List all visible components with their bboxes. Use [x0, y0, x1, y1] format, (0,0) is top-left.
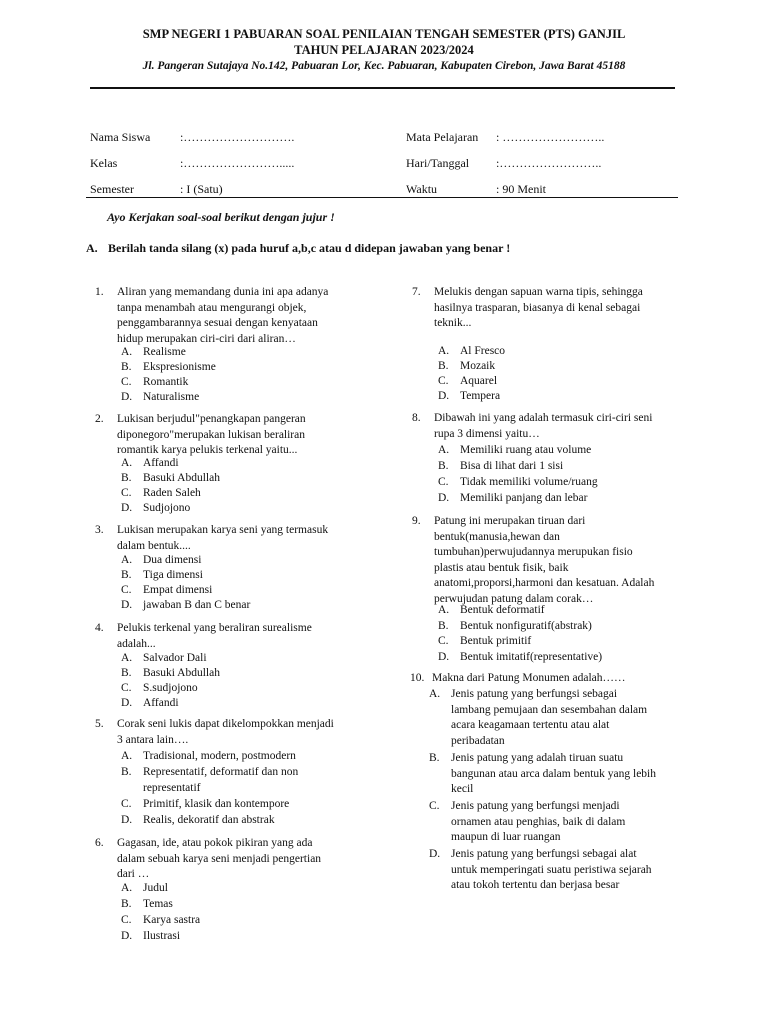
- option-b[interactable]: B. Bentuk nonfiguratif(abstrak): [438, 619, 592, 632]
- option-d[interactable]: D. Sudjojono: [121, 502, 191, 514]
- question-line: Lukisan berjudul"penangkapan pangeran: [117, 413, 306, 425]
- question-line: dalam sebuah karya seni menjadi pengertian: [117, 852, 322, 865]
- option-b[interactable]: B. Temas: [121, 898, 173, 910]
- option-a[interactable]: A. Affandi: [121, 457, 179, 469]
- question-number: 7.: [412, 286, 421, 298]
- question-line: dalam bentuk....: [117, 539, 191, 552]
- option-c[interactable]: C. Karya sastra: [121, 914, 201, 926]
- info-value-name: :……………………….: [180, 130, 295, 144]
- question-line: rupa 3 dimensi yaitu…: [434, 427, 540, 440]
- option-d[interactable]: D. Bentuk imitatif(representative): [438, 650, 603, 663]
- question-text: [434, 285, 643, 332]
- question-number: 6.: [95, 837, 104, 849]
- option-a[interactable]: A. Realisme: [121, 346, 186, 358]
- option-list: [121, 345, 381, 405]
- question-text: [117, 285, 328, 347]
- option-d[interactable]: D. Naturalisme: [121, 391, 200, 403]
- question-number: 2.: [95, 413, 104, 425]
- question-line: Corak seni lukis dapat dikelompokkan menjadi: [117, 718, 334, 730]
- info-label-subject: Mata Pelajaran: [406, 130, 479, 144]
- question-line: penggambarannya sesuai dengan kenyataan: [117, 317, 318, 329]
- option-c[interactable]: C. S.sudjojono: [121, 682, 198, 694]
- option-c[interactable]: C. Primitif, klasik dan kontempore: [121, 798, 290, 810]
- option-c[interactable]: C. Raden Saleh: [121, 487, 201, 499]
- question-text: [434, 411, 652, 442]
- option-c[interactable]: C. Aquarel: [438, 375, 498, 387]
- info-value-time: : 90 Menit: [496, 182, 546, 196]
- question-line: 3 antara lain….: [117, 733, 189, 746]
- info-label-class: Kelas: [90, 156, 118, 170]
- option-list: [121, 651, 381, 711]
- question-line: Aliran yang memandang dunia ini apa adanya: [117, 286, 329, 298]
- question-line: tanpa menambah atau mengurangi objek,: [117, 301, 307, 314]
- option-b[interactable]: B. Jenis patung yang adalah tiruan suatu bangunan atau arca dalam bentuk yang lebih kecil: [429, 752, 657, 795]
- info-label-time: Waktu: [406, 182, 438, 196]
- question-6: [95, 836, 385, 951]
- question-line: Melukis dengan sapuan warna tipis, sehingga: [434, 286, 643, 298]
- option-c[interactable]: C. Bentuk primitif: [438, 635, 532, 647]
- question-text: [117, 621, 312, 652]
- question-number: 5.: [95, 718, 104, 730]
- question-10: [410, 671, 710, 896]
- info-label-name: Nama Siswa: [90, 130, 151, 144]
- option-b[interactable]: B. Basuki Abdullah: [121, 472, 220, 484]
- question-line: Pelukis terkenal yang beraliran surealisme: [117, 622, 312, 634]
- question-line: Dibawah ini yang adalah termasuk ciri-ciri seni: [434, 412, 653, 424]
- question-text: [432, 671, 626, 687]
- question-line: tumbuhan)perwujudannya merupukan fisio: [434, 546, 633, 558]
- school-title-line1: SMP NEGERI 1 PABUARAN SOAL PENILAIAN TENGAH SEMESTER (PTS) GANJIL: [142, 27, 626, 41]
- option-list: [438, 443, 698, 507]
- section-letter: A.: [86, 241, 98, 255]
- question-line: Makna dari Patung Monumen adalah……: [432, 672, 626, 684]
- option-b[interactable]: B. Tiga dimensi: [121, 569, 203, 581]
- question-5: [95, 717, 385, 832]
- option-a[interactable]: A. Jenis patung yang berfungsi sebagai lambang pemujaan dan sesembahan dalam acara keagamaan tertentu atau alat peribadatan: [429, 688, 648, 747]
- instruction-text: Ayo Kerjakan soal-soal berikut dengan jujur !: [107, 210, 335, 224]
- question-number: 3.: [95, 524, 104, 536]
- option-a[interactable]: A. Al Fresco: [438, 345, 506, 357]
- option-d[interactable]: D. Tempera: [438, 390, 501, 402]
- question-line: hasilnya trasparan, biasanya di kenal sebagai: [434, 301, 641, 314]
- section-title: Berilah tanda silang (x) pada huruf a,b,c atau d didepan jawaban yang benar !: [108, 241, 511, 255]
- question-number: 8.: [412, 412, 421, 424]
- option-c[interactable]: C. Romantik: [121, 376, 189, 388]
- info-value-subject: : ……………………..: [496, 130, 605, 144]
- info-label-date: Hari/Tanggal: [406, 156, 470, 170]
- question-text: [117, 523, 328, 554]
- question-9: [412, 514, 702, 669]
- option-a[interactable]: A. Bentuk deformatif: [438, 604, 545, 616]
- option-a[interactable]: A. Tradisional, modern, postmodern: [121, 750, 296, 762]
- question-line: plastis atau bentuk fisik, baik: [434, 561, 569, 574]
- question-text: [434, 514, 654, 607]
- question-line: romantik karya pelukis terkenal yaitu...: [117, 444, 298, 456]
- question-line: anatomi,proporsi,harmoni dan kesatuan. Adalah: [434, 577, 655, 589]
- option-b[interactable]: B. Mozaik: [438, 360, 496, 372]
- option-a[interactable]: A. Dua dimensi: [121, 554, 202, 566]
- question-line: diponegoro"merupakan lukisan beraliran: [117, 428, 305, 441]
- option-d[interactable]: D. Affandi: [121, 697, 179, 709]
- option-c[interactable]: C. Tidak memiliki volume/ruang: [438, 476, 598, 488]
- option-d[interactable]: D. Ilustrasi: [121, 930, 181, 942]
- question-line: perwujudan patung dalam corak…: [434, 592, 594, 605]
- question-line: bentuk(manusia,hewan dan: [434, 530, 560, 543]
- question-text: [117, 412, 306, 459]
- question-line: Gagasan, ide, atau pokok pikiran yang ada: [117, 837, 313, 849]
- option-d[interactable]: D. Memiliki panjang dan lebar: [438, 492, 588, 504]
- question-7: [412, 285, 702, 405]
- info-label-semester: Semester: [90, 182, 134, 196]
- question-line: hidup merupakan ciri-ciri dari aliran…: [117, 332, 296, 345]
- option-b[interactable]: B. Basuki Abdullah: [121, 667, 220, 679]
- question-line: teknik...: [434, 317, 472, 329]
- question-text: [117, 836, 321, 883]
- info-divider: [86, 197, 678, 198]
- question-2: [95, 412, 385, 522]
- option-list: [121, 553, 381, 613]
- option-list: [121, 456, 381, 516]
- option-b[interactable]: B. Bisa di lihat dari 1 sisi: [438, 460, 564, 472]
- question-line: dari …: [117, 868, 150, 880]
- question-number: 10.: [410, 672, 425, 684]
- option-b[interactable]: B. Ekspresionisme: [121, 361, 216, 373]
- header-divider: [90, 87, 675, 89]
- question-line: Patung ini merupakan tiruan dari: [434, 515, 586, 527]
- school-title-line2: TAHUN PELAJARAN 2023/2024: [294, 43, 474, 57]
- question-1: [95, 285, 385, 405]
- option-c[interactable]: C. Jenis patung yang berfungsi menjadi ornamen atau penghias, baik di dalam maupun di luar ruangan: [429, 800, 626, 843]
- option-d[interactable]: D. Realis, dekoratif dan abstrak: [121, 814, 275, 826]
- question-line: adalah...: [117, 637, 156, 650]
- question-number: 9.: [412, 515, 421, 527]
- option-list: [429, 687, 709, 895]
- option-list: [438, 603, 698, 665]
- question-number: 1.: [95, 286, 104, 298]
- option-a[interactable]: A. Salvador Dali: [121, 652, 207, 664]
- option-c[interactable]: C. Empat dimensi: [121, 584, 213, 596]
- question-line: Lukisan merupakan karya seni yang termasuk: [117, 524, 329, 536]
- question-3: [95, 523, 385, 618]
- school-address: Jl. Pangeran Sutajaya No.142, Pabuaran Lor, Kec. Pabuaran, Kabupaten Cirebon, Jawa Barat 45188: [142, 60, 626, 72]
- question-8: [412, 411, 702, 511]
- info-value-class: :…………………….....: [180, 156, 295, 170]
- option-list: [121, 881, 381, 945]
- option-d[interactable]: D. Jenis patung yang berfungsi sebagai alat untuk memperingati suatu peristiwa sejarah atau tokoh tertentu dan berjasa besar: [429, 848, 652, 891]
- option-a[interactable]: A. Memiliki ruang atau volume: [438, 444, 592, 456]
- info-value-semester: : I (Satu): [180, 182, 223, 196]
- option-a[interactable]: A. Judul: [121, 882, 168, 894]
- option-d[interactable]: D. jawaban B dan C benar: [121, 599, 251, 611]
- option-list: [121, 749, 381, 829]
- info-value-date: :……………………..: [496, 156, 602, 170]
- option-list: [438, 344, 698, 404]
- question-text: [117, 717, 334, 748]
- question-number: 4.: [95, 622, 104, 634]
- option-b[interactable]: B. Representatif, deformatif dan non representatif: [121, 766, 299, 794]
- question-4: [95, 621, 385, 716]
